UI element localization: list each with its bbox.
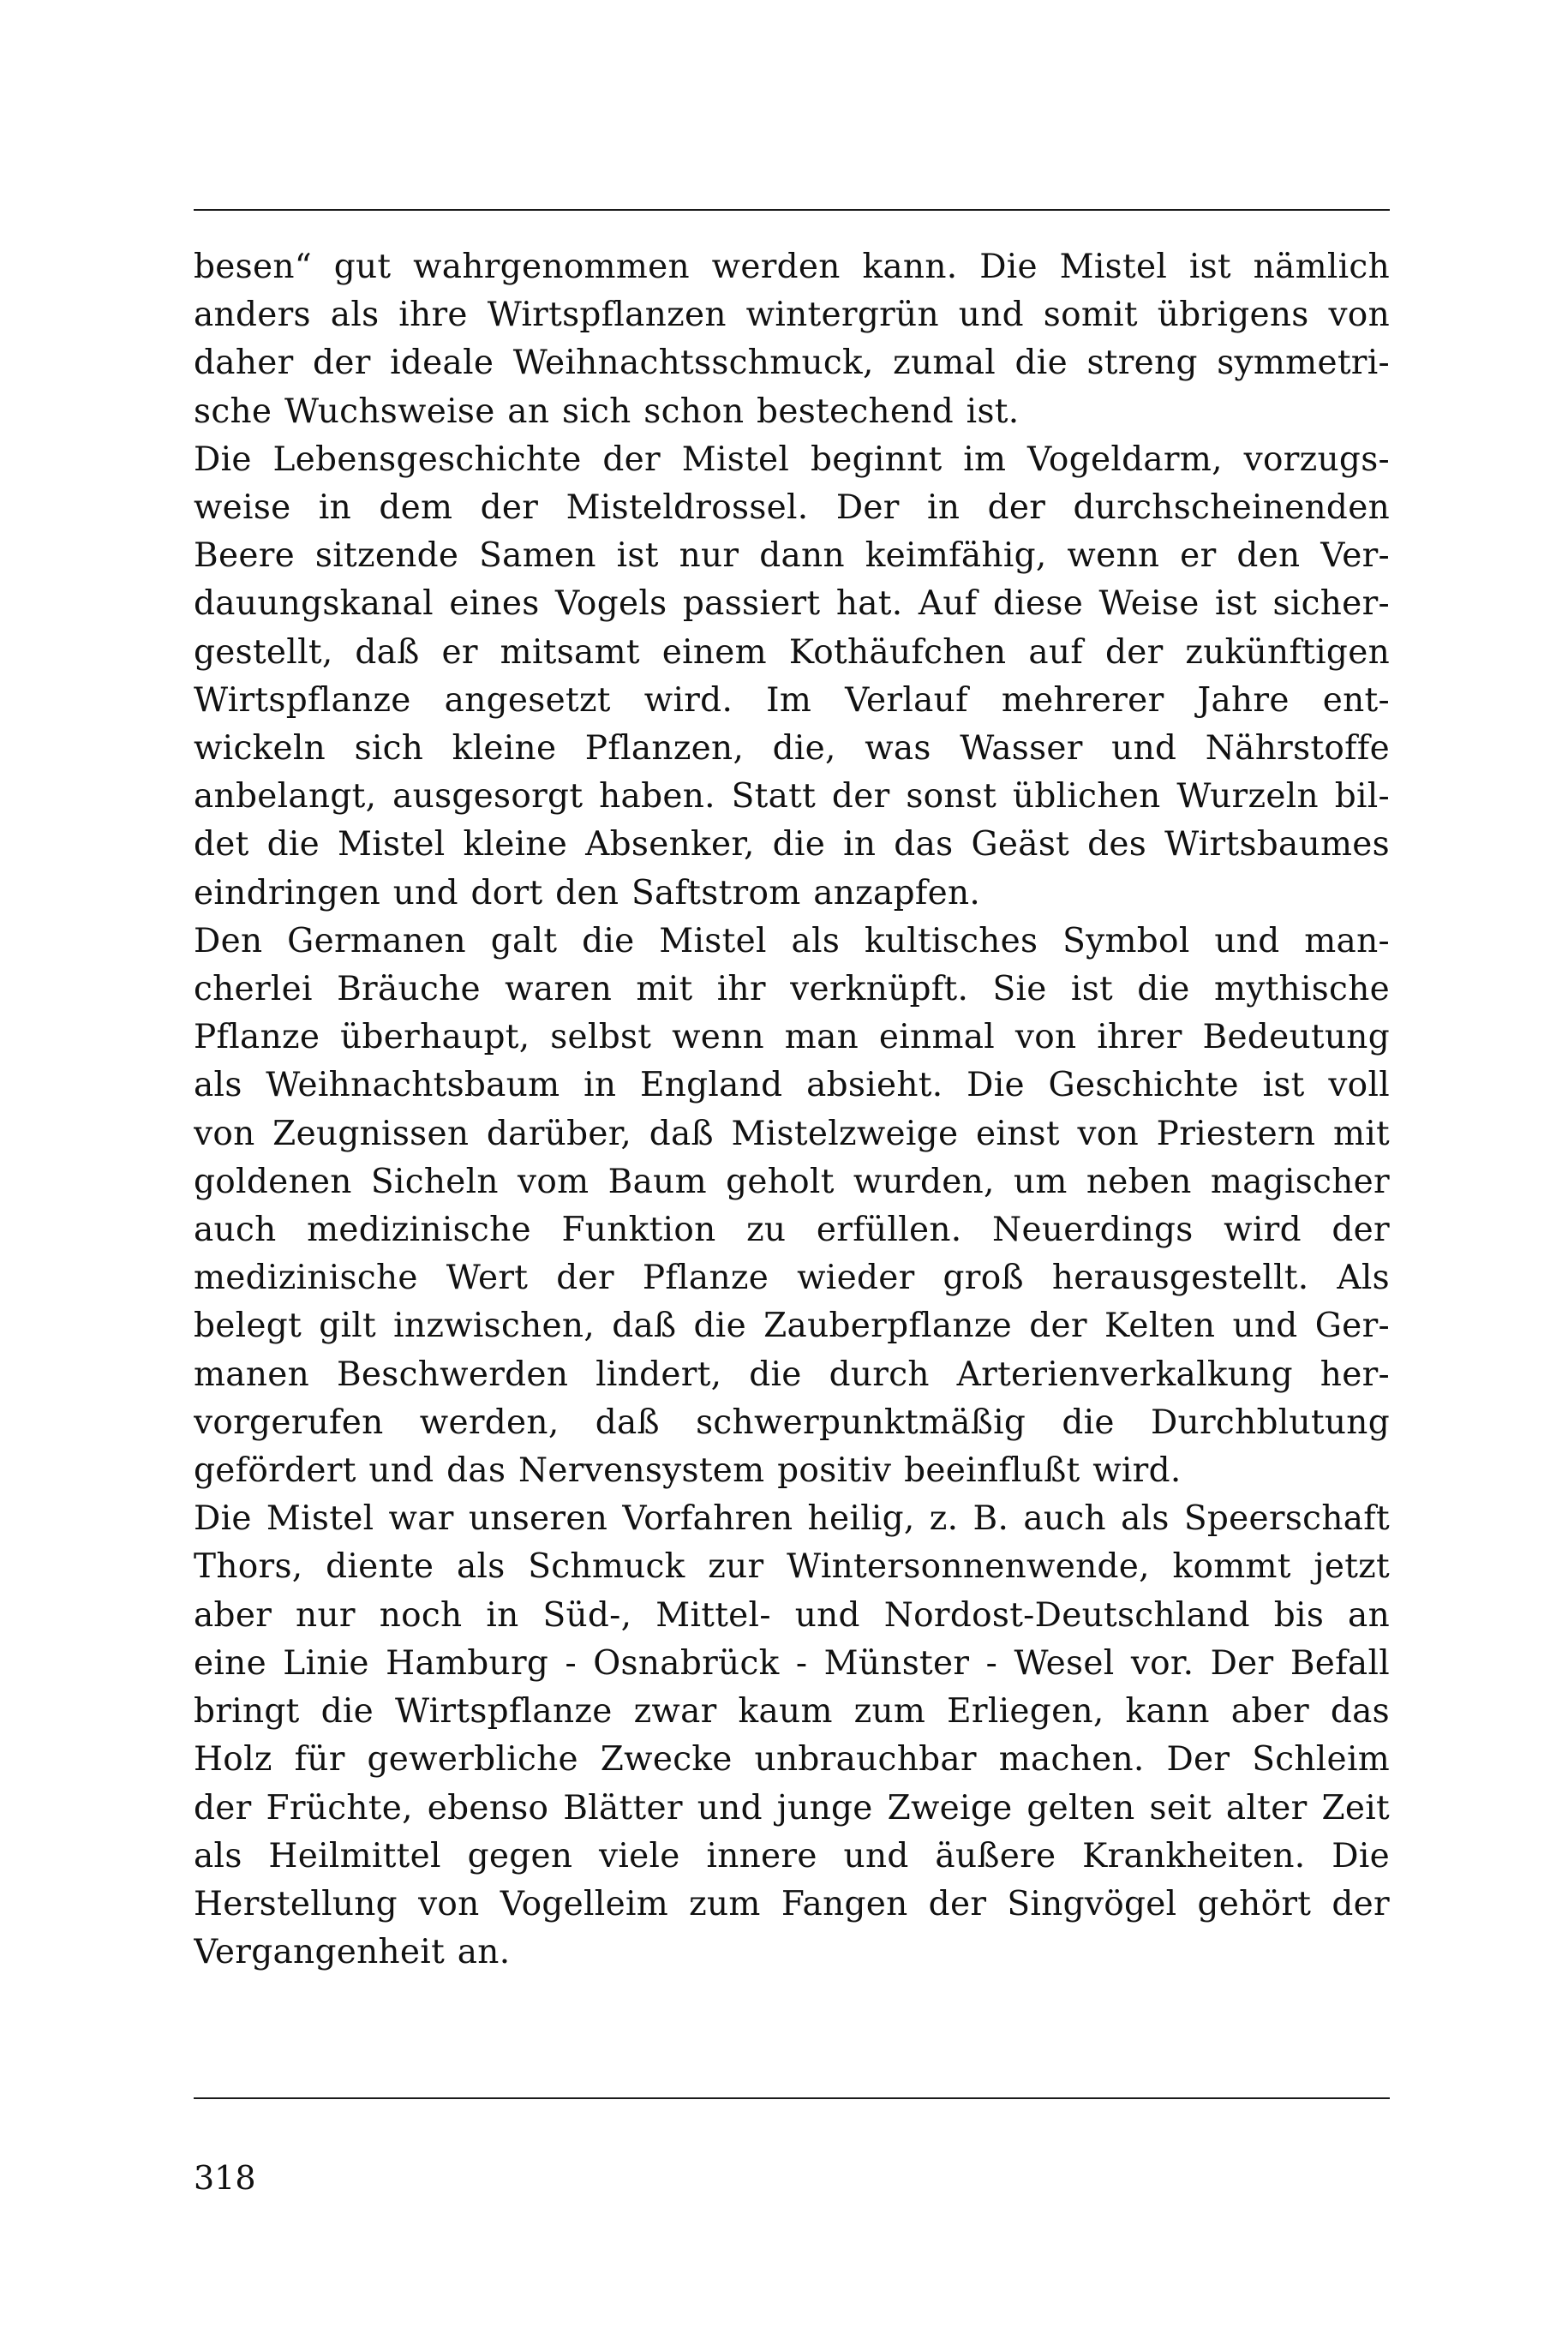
text-line: aber nur noch in Süd-, Mittel- und Nordost-Deutschland bis an (194, 1595, 1390, 1635)
text-line: Thors, diente als Schmuck zur Wintersonnenwende, kommt jetzt (194, 1547, 1390, 1587)
page-number: 318 (194, 2159, 256, 2197)
text-line: det die Mistel kleine Absenker, die in das Geäst des Wirtsbaumes (194, 825, 1390, 864)
text-line: manen Beschwerden lindert, die durch Arterienverkalkung her- (194, 1355, 1390, 1394)
text-line: Die Mistel war unseren Vorfahren heilig, z. B. auch als Speerschaft (194, 1499, 1390, 1539)
text-line: weise in dem der Misteldrossel. Der in der durchscheinenden (194, 488, 1390, 528)
text-line: besen“ gut wahrgenommen werden kann. Die Mistel ist nämlich (194, 248, 1390, 286)
text-line: gefördert und das Nervensystem positiv beeinflußt wird. (194, 1451, 1182, 1491)
text-line: gestellt, daß er mitsamt einem Kothäufchen auf der zukünftigen (194, 632, 1390, 672)
top-rule (194, 209, 1390, 211)
paragraph-3 (194, 918, 1390, 1495)
text-line: von Zeugnissen darüber, daß Mistelzweige einst von Priestern mit (194, 1114, 1390, 1153)
paragraph-1 (194, 243, 1390, 436)
text-line: goldenen Sicheln vom Baum geholt wurden, um neben magischer (194, 1162, 1390, 1201)
text-line: medizinische Wert der Pflanze wieder groß herausgestellt. Als (194, 1259, 1390, 1298)
text-line: daher der ideale Weihnachtsschmuck, zumal die streng symmetri- (194, 344, 1390, 383)
text-line: Die Lebensgeschichte der Mistel beginnt im Vogeldarm, vorzugs- (194, 440, 1390, 479)
text-line: bringt die Wirtspflanze zwar kaum zum Erliegen, kann aber das (194, 1692, 1390, 1732)
text-line: cherlei Bräuche waren mit ihr verknüpft. Sie ist die mythische (194, 970, 1390, 1009)
text-line: sche Wuchsweise an sich schon bestechend ist. (194, 392, 1020, 431)
text-line: belegt gilt inzwischen, daß die Zauberpflanze der Kelten und Ger- (194, 1307, 1390, 1346)
text-line: Den Germanen galt die Mistel als kultisches Symbol und man- (194, 921, 1390, 960)
text-line: der Früchte, ebenso Blätter und junge Zweige gelten seit alter Zeit (194, 1788, 1390, 1828)
text-line: vorgerufen werden, daß schwerpunktmäßig die Durchblutung (194, 1403, 1390, 1442)
text-line: wickeln sich kleine Pflanzen, die, was Wasser und Nährstoffe (194, 729, 1390, 769)
text-line: eine Linie Hamburg - Osnabrück - Münster - Wesel vor. Der Befall (194, 1643, 1390, 1683)
bottom-rule (194, 2097, 1390, 2099)
text-line: Beere sitzende Samen ist nur dann keimfähig, wenn er den Ver- (194, 536, 1390, 576)
text-line: Wirtspflanze angesetzt wird. Im Verlauf mehrerer Jahre ent- (194, 680, 1390, 720)
text-line: Vergangenheit an. (194, 1933, 511, 1972)
text-line: als Heilmittel gegen viele innere und äußere Krankheiten. Die (194, 1836, 1390, 1875)
text-line: anders als ihre Wirtspflanzen wintergrün und somit übrigens von (194, 296, 1390, 335)
text-line: dauungskanal eines Vogels passiert hat. Auf diese Weise ist sicher- (194, 584, 1390, 624)
text-line: eindringen und dort den Saftstrom anzapfen. (194, 873, 981, 912)
text-line: Holz für gewerbliche Zwecke unbrauchbar machen. Der Schleim (194, 1740, 1390, 1780)
text-line: Pflanze überhaupt, selbst wenn man einmal von ihrer Bedeutung (194, 1018, 1390, 1057)
paragraph-4 (194, 1495, 1390, 1977)
text-line: Herstellung von Vogelleim zum Fangen der Singvögel gehört der (194, 1884, 1390, 1923)
text-line: anbelangt, ausgesorgt haben. Statt der sonst üblichen Wurzeln bil- (194, 777, 1390, 817)
body-text (194, 243, 1390, 1977)
text-line: auch medizinische Funktion zu erfüllen. Neuerdings wird der (194, 1211, 1390, 1250)
text-line: als Weihnachtsbaum in England absieht. Die Geschichte ist voll (194, 1066, 1390, 1105)
paragraph-2 (194, 436, 1390, 918)
